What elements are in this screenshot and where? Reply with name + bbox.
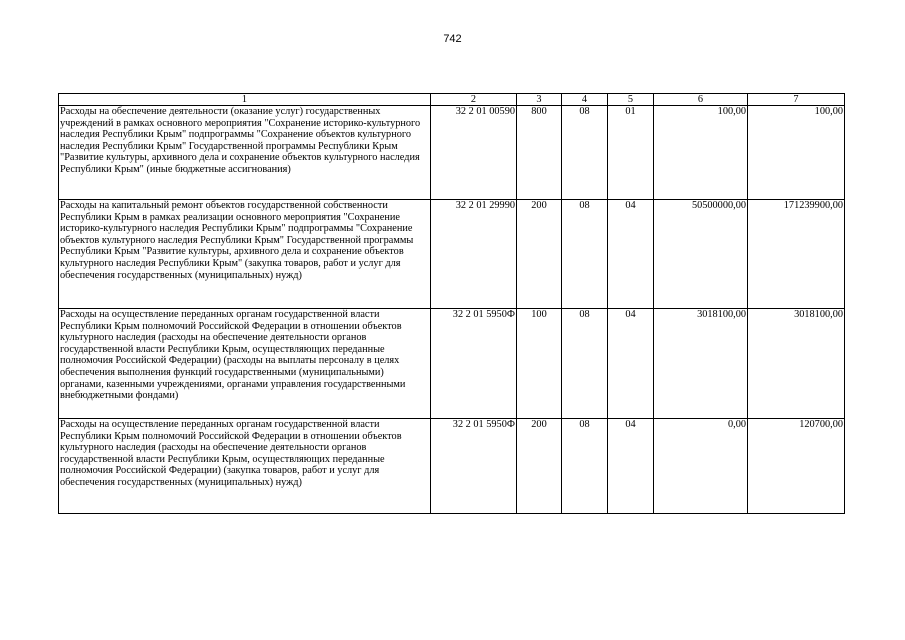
page-number: 742 — [443, 33, 462, 45]
row-section: 08 — [562, 200, 608, 309]
column-header: 5 — [608, 94, 654, 106]
row-subsection: 01 — [608, 106, 654, 200]
row-expense-type: 200 — [517, 419, 562, 514]
column-header: 2 — [431, 94, 517, 106]
row-expense-type: 100 — [517, 309, 562, 419]
table-row — [59, 419, 845, 514]
row-amount-col6: 3018100,00 — [654, 309, 748, 419]
column-header: 6 — [654, 94, 748, 106]
table-row — [59, 200, 845, 309]
column-header: 1 — [59, 94, 431, 106]
row-section: 08 — [562, 419, 608, 514]
row-description: Расходы на обеспечение деятельности (оказание услуг) государственных учреждений в рамках основного мероприятия "Сохранение историко-культурного наследия Республики Крым" подпрограммы "Сохранение объектов культурного наследия Республики Крым" Государственной программы Республики Крым "Развитие культуры, архивного дела и сохранение объектов культурного наследия Республики Крым" (иные бюджетные ассигнования) — [59, 106, 431, 200]
row-subsection: 04 — [608, 309, 654, 419]
row-subsection: 04 — [608, 200, 654, 309]
row-expense-type: 800 — [517, 106, 562, 200]
row-expense-type: 200 — [517, 200, 562, 309]
table-row — [59, 309, 845, 419]
row-amount-col7: 3018100,00 — [748, 309, 845, 419]
row-section: 08 — [562, 106, 608, 200]
row-budget-code: 32 2 01 00590 — [431, 106, 517, 200]
row-amount-col6: 50500000,00 — [654, 200, 748, 309]
column-header: 4 — [562, 94, 608, 106]
row-budget-code: 32 2 01 5950Ф — [431, 309, 517, 419]
column-header: 7 — [748, 94, 845, 106]
budget-table — [58, 93, 845, 514]
row-budget-code: 32 2 01 29990 — [431, 200, 517, 309]
row-section: 08 — [562, 309, 608, 419]
table-header-row — [59, 94, 845, 106]
row-subsection: 04 — [608, 419, 654, 514]
column-header: 3 — [517, 94, 562, 106]
row-amount-col7: 100,00 — [748, 106, 845, 200]
row-amount-col6: 100,00 — [654, 106, 748, 200]
row-amount-col7: 171239900,00 — [748, 200, 845, 309]
row-budget-code: 32 2 01 5950Ф — [431, 419, 517, 514]
row-amount-col6: 0,00 — [654, 419, 748, 514]
row-description: Расходы на осуществление переданных органам государственной власти Республики Крым полномочий Российской Федерации в отношении объектов культурного наследия (расходы на обеспечение деятельности органов государственной власти Республики Крым, осуществляющих переданные полномочия Российской Федерации) (расходы на выплаты персоналу в целях обеспечения выполнения функций государственными (муниципальными) органами, казенными учреждениями, органами управления государственными внебюджетными фондами) — [59, 309, 431, 419]
row-description: Расходы на осуществление переданных органам государственной власти Республики Крым полномочий Российской Федерации в отношении объектов культурного наследия (расходы на обеспечение деятельности органов государственной власти Республики Крым, осуществляющих переданные полномочия Российской Федерации) (закупка товаров, работ и услуг для обеспечения государственных (муниципальных) нужд) — [59, 419, 431, 514]
row-description: Расходы на капитальный ремонт объектов государственной собственности Республики Крым в рамках реализации основного мероприятия "Сохранение историко-культурного наследия Республики Крым" подпрограммы "Сохранение объектов культурного наследия Республики Крым" Государственной программы Республики Крым "Развитие культуры, архивного дела и сохранение объектов культурного наследия Республики Крым" (закупка товаров, работ и услуг для обеспечения государственных (муниципальных) нужд) — [59, 200, 431, 309]
row-amount-col7: 120700,00 — [748, 419, 845, 514]
table-row — [59, 106, 845, 200]
